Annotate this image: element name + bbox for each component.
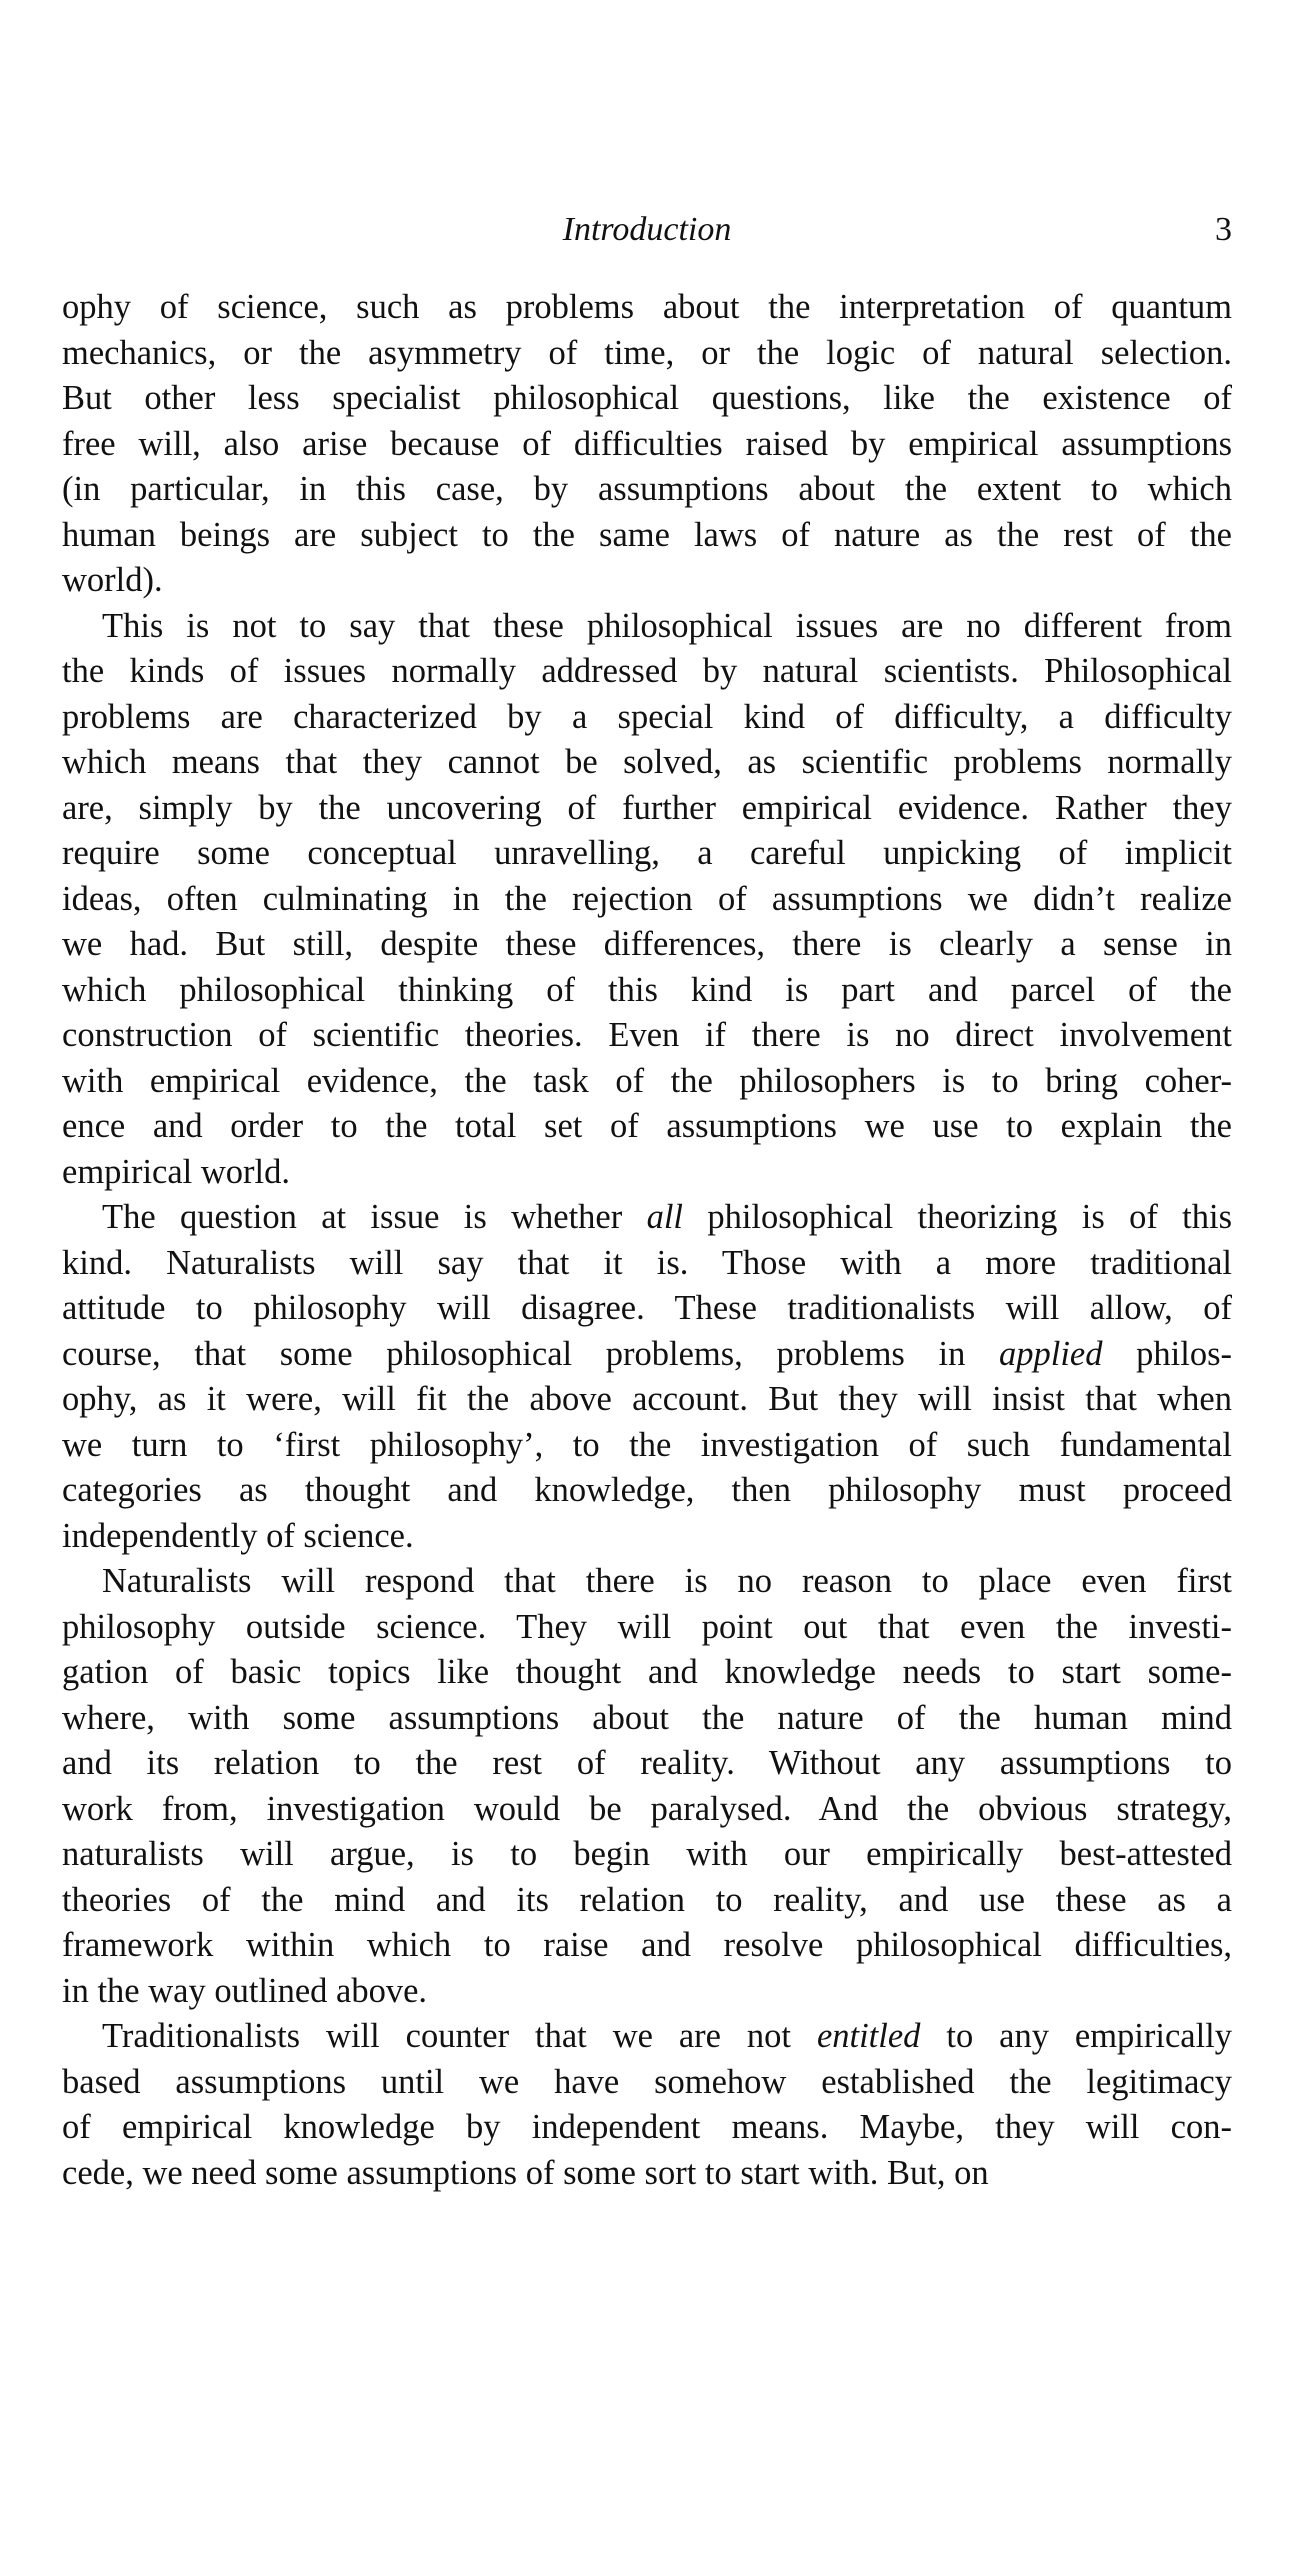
text-line: ideas, often culminating in the rejection of assumptions we didn’t realize	[62, 879, 1232, 918]
text-line: Naturalists will respond that there is no reason to place even first	[102, 1562, 1232, 1600]
text-segment: to any empirically	[920, 2017, 1232, 2055]
text-line: categories as thought and knowledge, then philosophy must proceed	[62, 1471, 1232, 1509]
text-line: cede, we need some assumptions of some sort to start with. But, on	[62, 2153, 989, 2192]
text-line: world).	[62, 561, 163, 599]
paragraph	[62, 1195, 1232, 1559]
text-line	[62, 1332, 1232, 1378]
paragraph	[62, 604, 1232, 1196]
text-line: gation of basic topics like thought and knowledge needs to start some-	[62, 1653, 1232, 1691]
text-line: work from, investigation would be paralysed. And the obvious strategy,	[62, 1789, 1232, 1828]
text-line: ophy, as it were, will fit the above account. But they will insist that when	[62, 1380, 1232, 1418]
text-line: But other less specialist philosophical questions, like the existence of	[62, 379, 1232, 417]
text-segment: Traditionalists will counter that we are not	[102, 2017, 817, 2055]
text-segment: philosophical theorizing is of this	[682, 1198, 1232, 1236]
text-segment: The question at issue is whether	[102, 1198, 647, 1236]
text-segment: course, that some philosophical problems, problems in	[62, 1334, 1000, 1373]
text-line: in the way outlined above.	[62, 1971, 428, 2010]
text-line: and its relation to the rest of reality. Without any assumptions to	[62, 1744, 1232, 1782]
emphasis: entitled	[816, 2017, 921, 2055]
emphasis: all	[646, 1198, 683, 1236]
text-line: ence and order to the total set of assumptions we use to explain the	[62, 1107, 1232, 1145]
text-line: require some conceptual unravelling, a careful unpicking of implicit	[62, 834, 1232, 872]
text-line	[62, 1195, 1232, 1241]
text-line: This is not to say that these philosophical issues are no different from	[102, 606, 1232, 645]
text-line: where, with some assumptions about the nature of the human mind	[62, 1698, 1232, 1737]
text-line: of empirical knowledge by independent means. Maybe, they will con-	[62, 2108, 1232, 2146]
text-line: kind. Naturalists will say that it is. Those with a more traditional	[62, 1243, 1232, 1282]
text-line: we turn to ‘first philosophy’, to the investigation of such fundamental	[62, 1425, 1232, 1464]
text-segment: philos-	[1102, 1334, 1232, 1373]
text-line: mechanics, or the asymmetry of time, or the logic of natural selection.	[62, 333, 1232, 372]
body-text	[62, 285, 1232, 2196]
emphasis: applied	[999, 1334, 1103, 1373]
text-line: (in particular, in this case, by assumptions about the extent to which	[62, 470, 1232, 508]
text-line: which means that they cannot be solved, as scientific problems normally	[62, 743, 1232, 781]
text-line: empirical world.	[62, 1152, 291, 1191]
text-line: construction of scientific theories. Even if there is no direct involvement	[62, 1016, 1232, 1054]
paragraph	[62, 1559, 1232, 2014]
text-line: human beings are subject to the same laws of nature as the rest of the	[62, 515, 1232, 554]
text-line: naturalists will argue, is to begin with our empirically best-attested	[62, 1835, 1232, 1873]
text-line: which philosophical thinking of this kind is part and parcel of the	[62, 970, 1232, 1009]
text-line: philosophy outside science. They will point out that even the investi-	[62, 1607, 1232, 1646]
text-line: are, simply by the uncovering of further empirical evidence. Rather they	[62, 788, 1232, 827]
text-line: framework within which to raise and resolve philosophical difficulties,	[62, 1926, 1232, 1964]
text-line: with empirical evidence, the task of the philosophers is to bring coher-	[62, 1061, 1232, 1100]
paragraph	[62, 285, 1232, 604]
text-line: attitude to philosophy will disagree. These traditionalists will allow, of	[62, 1289, 1232, 1327]
text-line	[62, 2014, 1232, 2060]
text-line: the kinds of issues normally addressed by natural scientists. Philosophical	[62, 652, 1232, 690]
text-line: independently of science.	[62, 1516, 414, 1555]
running-head	[62, 205, 1232, 255]
paragraph	[62, 2014, 1232, 2196]
text-line: theories of the mind and its relation to reality, and use these as a	[62, 1880, 1232, 1919]
text-line: problems are characterized by a special kind of difficulty, a difficulty	[62, 697, 1232, 736]
page-number: 3	[1215, 211, 1232, 248]
running-title: Introduction	[562, 211, 732, 248]
text-line: based assumptions until we have somehow established the legitimacy	[62, 2062, 1232, 2101]
text-line: we had. But still, despite these differences, there is clearly a sense in	[62, 925, 1232, 963]
text-line: ophy of science, such as problems about the interpretation of quantum	[62, 288, 1232, 326]
text-line: free will, also arise because of difficulties raised by empirical assumptions	[62, 424, 1232, 463]
